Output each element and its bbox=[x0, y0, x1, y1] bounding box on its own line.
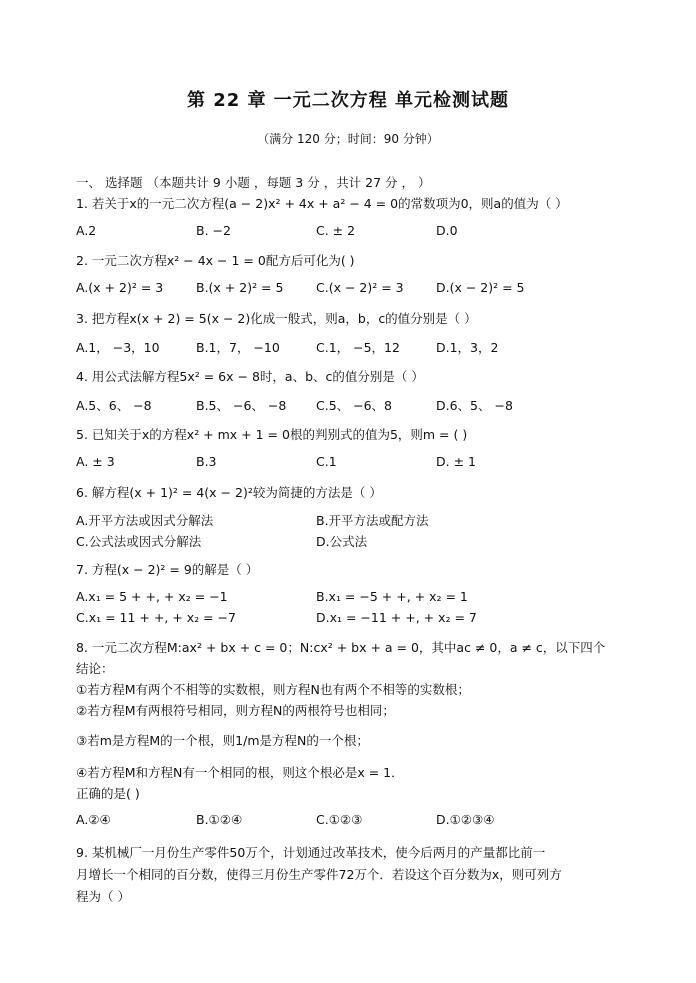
q3-option-c: C.1， −5，12 bbox=[316, 340, 400, 355]
q8-option-c: C.①②③ bbox=[316, 812, 363, 827]
q5-option-d: D. ± 1 bbox=[436, 454, 476, 469]
q8-statement-4: ④若方程M和方程N有一个相同的根，则这个根必是x = 1． bbox=[76, 765, 404, 780]
q8-prompt: 正确的是( ) bbox=[76, 786, 140, 801]
q1-option-b: B. −2 bbox=[196, 223, 231, 238]
question-5-stem: 5. 已知关于x的方程x² + mx + 1 = 0根的判别式的值为5，则m = ( ) bbox=[76, 427, 468, 442]
q8-option-a: A.②④ bbox=[76, 812, 111, 827]
q2-option-d: D.(x − 2)² = 5 bbox=[436, 280, 525, 295]
q4-option-d: D.6、5、 −8 bbox=[436, 398, 513, 413]
q5-option-a: A. ± 3 bbox=[76, 454, 115, 469]
q6-option-d: D.公式法 bbox=[316, 534, 368, 549]
q6-option-a: A.开平方法或因式分解法 bbox=[76, 513, 214, 528]
q5-option-c: C.1 bbox=[316, 454, 337, 469]
q3-option-d: D.1，3，2 bbox=[436, 340, 499, 355]
q6-option-b: B.开平方法或配方法 bbox=[316, 513, 429, 528]
q2-option-c: C.(x − 2)² = 3 bbox=[316, 280, 404, 295]
q8-statement-3: ③若m是方程M的一个根，则1/m是方程N的一个根； bbox=[76, 733, 369, 748]
q7-option-b: B.x₁ = −5 + +, + x₂ = 1 bbox=[316, 589, 468, 604]
question-7-stem: 7. 方程(x − 2)² = 9的解是（ ） bbox=[76, 562, 259, 577]
question-9-stem-cont-2: 程为（ ） bbox=[76, 889, 130, 904]
q8-statement-1: ①若方程M有两个不相等的实数根，则方程N也有两个不相等的实数根； bbox=[76, 682, 470, 697]
q4-option-a: A.5、6、 −8 bbox=[76, 398, 152, 413]
question-6-stem: 6. 解方程(x + 1)² = 4(x − 2)²较为简捷的方法是（ ） bbox=[76, 485, 382, 500]
q4-option-b: B.5、 −6、 −8 bbox=[196, 398, 287, 413]
q1-option-d: D.0 bbox=[436, 223, 458, 238]
question-8-stem-cont: 结论： bbox=[76, 661, 114, 676]
question-2-stem: 2. 一元二次方程x² − 4x − 1 = 0配方后可化为( ) bbox=[76, 253, 355, 268]
q3-option-a: A.1， −3，10 bbox=[76, 340, 160, 355]
q3-option-b: B.1，7， −10 bbox=[196, 340, 280, 355]
question-8-stem: 8. 一元二次方程M:ax² + bx + c = 0；N:cx² + bx + a = 0，其中ac ≠ 0，a ≠ c，以下四个 bbox=[76, 640, 606, 655]
q2-option-a: A.(x + 2)² = 3 bbox=[76, 280, 164, 295]
page-subtitle: （满分 120 分；时间：90 分钟） bbox=[257, 132, 439, 146]
q2-option-b: B.(x + 2)² = 5 bbox=[196, 280, 284, 295]
section-heading: 一、 选择题 （本题共计 9 小题 ，每题 3 分 ，共计 27 分 ， ） bbox=[76, 175, 431, 190]
question-1-stem: 1. 若关于x的一元二次方程(a − 2)x² + 4x + a² − 4 = 0的常数项为0，则a的值为（ ） bbox=[76, 196, 568, 211]
q5-option-b: B.3 bbox=[196, 454, 217, 469]
q7-option-c: C.x₁ = 11 + +, + x₂ = −7 bbox=[76, 610, 236, 625]
page-title: 第 22 章 一元二次方程 单元检测试题 bbox=[186, 90, 510, 111]
question-9-stem: 9. 某机械厂一月份生产零件50万个，计划通过改革技术，使今后两月的产量都比前一 bbox=[76, 845, 546, 860]
q6-option-c: C.公式法或因式分解法 bbox=[76, 534, 202, 549]
q4-option-c: C.5、 −6、8 bbox=[316, 398, 393, 413]
q8-option-d: D.①②③④ bbox=[436, 812, 495, 827]
question-9-stem-cont-1: 月增长一个相同的百分数，使得三月份生产零件72万个．若设这个百分数为x，则可列方 bbox=[76, 867, 562, 882]
question-3-stem: 3. 把方程x(x + 2) = 5(x − 2)化成一般式，则a，b，c的值分别是（ ） bbox=[76, 311, 477, 326]
q7-option-a: A.x₁ = 5 + +, + x₂ = −1 bbox=[76, 589, 228, 604]
q1-option-a: A.2 bbox=[76, 223, 97, 238]
q1-option-c: C. ± 2 bbox=[316, 223, 356, 238]
q7-option-d: D.x₁ = −11 + +, + x₂ = 7 bbox=[316, 610, 477, 625]
q8-statement-2: ②若方程M有两根符号相同，则方程N的两根符号也相同； bbox=[76, 703, 395, 718]
question-4-stem: 4. 用公式法解方程5x² = 6x − 8时，a、b、c的值分别是（ ） bbox=[76, 369, 424, 384]
q8-option-b: B.①②④ bbox=[196, 812, 243, 827]
